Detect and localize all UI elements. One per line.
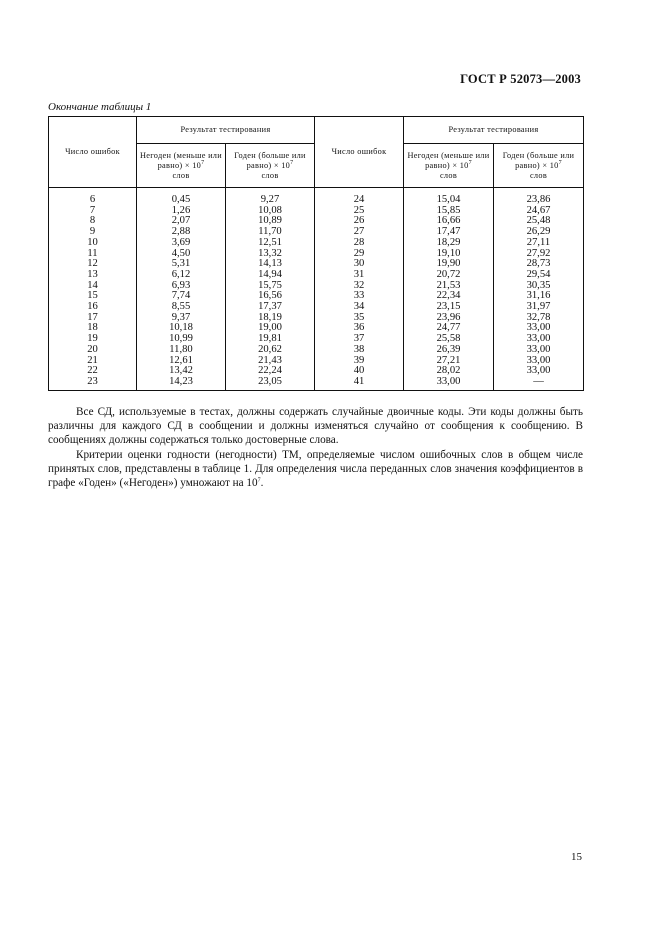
- table-cell: 33: [315, 291, 404, 302]
- table-cell: 14,94: [226, 270, 315, 281]
- table-cell: 33,00: [494, 334, 584, 345]
- table-cell: 22,24: [226, 366, 315, 377]
- table-cell: 20: [49, 345, 137, 356]
- table-cell: 23: [49, 377, 137, 390]
- table-cell: 34: [315, 302, 404, 313]
- table-cell: 33,00: [494, 345, 584, 356]
- table-row: [49, 313, 584, 324]
- exponent: 7: [468, 159, 472, 166]
- table-cell: 9,27: [226, 188, 315, 206]
- table-cell: 24,67: [494, 206, 584, 217]
- table-cell: 15,04: [404, 188, 494, 206]
- header-unfit-right: [404, 144, 494, 188]
- table-cell: 11,70: [226, 227, 315, 238]
- table-cell: 9,37: [137, 313, 226, 324]
- table-cell: 39: [315, 356, 404, 367]
- table-cell: 24,77: [404, 323, 494, 334]
- table-cell: 0,45: [137, 188, 226, 206]
- paragraph-random-codes: Все СД, используемые в тестах, должны содержать случайные двоичные коды. Эти коды должны быть различны для каждого СД в сообщении и должны изменяться случайно от сообщения к сообщению. В сообщениях должны содержаться только достоверные слова.: [48, 406, 583, 446]
- table-cell: 14,23: [137, 377, 226, 390]
- table-cell: 2,07: [137, 216, 226, 227]
- exponent: 7: [290, 159, 294, 166]
- table-cell: 10,89: [226, 216, 315, 227]
- header-errors-left: Число ошибок: [49, 117, 137, 188]
- table-cell: 33,00: [494, 323, 584, 334]
- words-label: слов: [261, 170, 279, 180]
- table-cell: 31,97: [494, 302, 584, 313]
- table-cell: 29: [315, 249, 404, 260]
- table-cell: 30,35: [494, 281, 584, 292]
- table-cell: 11,80: [137, 345, 226, 356]
- table-cell: 19,81: [226, 334, 315, 345]
- table-cell: 28: [315, 238, 404, 249]
- table-cell: 12,51: [226, 238, 315, 249]
- table-row: [49, 334, 584, 345]
- table-cell: 7,74: [137, 291, 226, 302]
- table-body: [49, 188, 584, 391]
- table-row: [49, 366, 584, 377]
- paragraph-criteria-end: .: [260, 477, 264, 489]
- table-cell: 17,47: [404, 227, 494, 238]
- table-cell: 1,26: [137, 206, 226, 217]
- table-cell: 21,53: [404, 281, 494, 292]
- unfit-label: Негоден (меньше или равно) × 10: [407, 150, 490, 170]
- table-cell: 13,42: [137, 366, 226, 377]
- standard-code: ГОСТ Р 52073—2003: [460, 72, 581, 86]
- table-cell: 19,90: [404, 259, 494, 270]
- exponent: 7: [201, 159, 205, 166]
- table-cell: 19: [49, 334, 137, 345]
- table-cell: 23,86: [494, 188, 584, 206]
- header-result-left: Результат тестирования: [137, 117, 315, 144]
- table-cell: 37: [315, 334, 404, 345]
- table-row: [49, 249, 584, 260]
- table-cell: 24: [315, 188, 404, 206]
- words-label: слов: [529, 170, 548, 180]
- table-cell: 16: [49, 302, 137, 313]
- header-fit-right: [494, 144, 584, 188]
- table-row: [49, 188, 584, 206]
- table-row: [49, 345, 584, 356]
- table-cell: 16,66: [404, 216, 494, 227]
- table-cell: 7: [49, 206, 137, 217]
- table-cell: 22,34: [404, 291, 494, 302]
- table-cell: 32: [315, 281, 404, 292]
- table-cell: 15: [49, 291, 137, 302]
- table-cell: 32,78: [494, 313, 584, 324]
- header-fit-left: [226, 144, 315, 188]
- table-cell: 25,48: [494, 216, 584, 227]
- table-cell: 23,96: [404, 313, 494, 324]
- table-cell: 9: [49, 227, 137, 238]
- table-cell: 25: [315, 206, 404, 217]
- table-cell: 18,29: [404, 238, 494, 249]
- table-cell: 8: [49, 216, 137, 227]
- table-row: [49, 356, 584, 367]
- body-text: [48, 405, 583, 490]
- table-cell: 11: [49, 249, 137, 260]
- exponent: 7: [558, 159, 562, 166]
- table-cell: 12: [49, 259, 137, 270]
- table-cell: 38: [315, 345, 404, 356]
- table-cell: 10,08: [226, 206, 315, 217]
- table-cell: 3,69: [137, 238, 226, 249]
- table-cell: 17,37: [226, 302, 315, 313]
- table-row: [49, 238, 584, 249]
- table-cell: 6,93: [137, 281, 226, 292]
- header-errors-right: Число ошибок: [315, 117, 404, 188]
- paragraph-exponent: 7: [257, 477, 261, 484]
- header-unfit-left: [137, 144, 226, 188]
- table-cell: 35: [315, 313, 404, 324]
- table-cell: 33,00: [494, 366, 584, 377]
- table-cell: 20,62: [226, 345, 315, 356]
- table-cell: 21,43: [226, 356, 315, 367]
- table-cell: 14,13: [226, 259, 315, 270]
- table-cell: 26: [315, 216, 404, 227]
- table-cell: 2,88: [137, 227, 226, 238]
- table-row: [49, 302, 584, 313]
- table-cell: 36: [315, 323, 404, 334]
- table-cell: 18,19: [226, 313, 315, 324]
- table-cell: 27,21: [404, 356, 494, 367]
- table-row: [49, 323, 584, 334]
- table-cell: 17: [49, 313, 137, 324]
- table-cell: 21: [49, 356, 137, 367]
- table-row: [49, 206, 584, 217]
- paragraph-criteria: [48, 448, 583, 490]
- page-number: 15: [571, 851, 582, 863]
- table-row: [49, 377, 584, 390]
- table-cell: 30: [315, 259, 404, 270]
- table-cell: 40: [315, 366, 404, 377]
- table-cell: 15,85: [404, 206, 494, 217]
- table-cell: 33,00: [494, 356, 584, 367]
- table-cell: 26,39: [404, 345, 494, 356]
- paragraph-criteria-main: Критерии оценки годности (негодности) ТМ, определяемые числом ошибочных слов в общем числе принятых слов, представлены в таблице 1. Для определения числа переданных слов значения коэффициентов в графе «Годен» («Негоден») умножают на 10: [48, 449, 583, 489]
- table-cell: 23,15: [404, 302, 494, 313]
- table-row: [49, 281, 584, 292]
- table-cell: 27: [315, 227, 404, 238]
- table-cell: 10: [49, 238, 137, 249]
- table-cell: 16,56: [226, 291, 315, 302]
- table-cell: 20,72: [404, 270, 494, 281]
- table-row: [49, 227, 584, 238]
- table-cell: 4,50: [137, 249, 226, 260]
- table-cell: 26,29: [494, 227, 584, 238]
- table-cell: 13: [49, 270, 137, 281]
- fit-label: Годен (больше или равно) × 10: [234, 150, 306, 170]
- table-cell: 18: [49, 323, 137, 334]
- unfit-label: Негоден (меньше или равно) × 10: [140, 150, 222, 170]
- table-cell: 5,31: [137, 259, 226, 270]
- table-cell: 15,75: [226, 281, 315, 292]
- table-cell: 8,55: [137, 302, 226, 313]
- table-cell: 10,18: [137, 323, 226, 334]
- table-cell: —: [494, 377, 584, 390]
- table-cell: 27,92: [494, 249, 584, 260]
- table-cell: 41: [315, 377, 404, 390]
- words-label: слов: [439, 170, 458, 180]
- table-row: [49, 270, 584, 281]
- table-row: [49, 259, 584, 270]
- words-label: слов: [172, 170, 190, 180]
- table-cell: 23,05: [226, 377, 315, 390]
- table-cell: 19,00: [226, 323, 315, 334]
- table-cell: 28,73: [494, 259, 584, 270]
- header-result-right: Результат тестирования: [404, 117, 584, 144]
- table-cell: 25,58: [404, 334, 494, 345]
- table-cell: 6,12: [137, 270, 226, 281]
- table-cell: 14: [49, 281, 137, 292]
- table-cell: 33,00: [404, 377, 494, 390]
- table-cell: 13,32: [226, 249, 315, 260]
- table-row: [49, 216, 584, 227]
- table-cell: 31: [315, 270, 404, 281]
- table-cell: 19,10: [404, 249, 494, 260]
- error-criteria-table: [48, 116, 584, 391]
- table-cell: 28,02: [404, 366, 494, 377]
- fit-label: Годен (больше или равно) × 10: [502, 150, 575, 170]
- table-cell: 6: [49, 188, 137, 206]
- table-caption: Окончание таблицы 1: [48, 101, 152, 113]
- table-cell: 12,61: [137, 356, 226, 367]
- table-cell: 10,99: [137, 334, 226, 345]
- table-cell: 27,11: [494, 238, 584, 249]
- table-cell: 22: [49, 366, 137, 377]
- table-cell: 31,16: [494, 291, 584, 302]
- table-cell: 29,54: [494, 270, 584, 281]
- table-row: [49, 291, 584, 302]
